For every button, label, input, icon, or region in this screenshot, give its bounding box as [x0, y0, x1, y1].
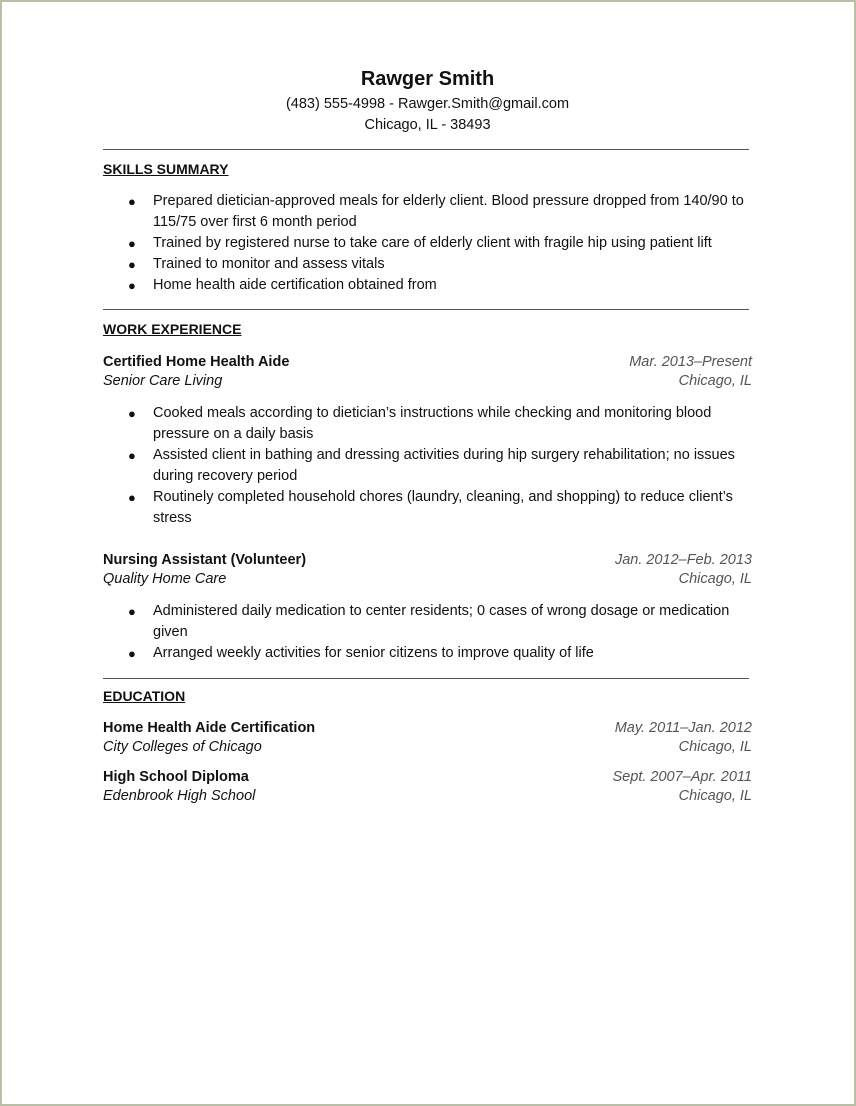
skill-text: Trained by registered nurse to take care of elderly client with fragile hip using patient lift [153, 235, 712, 251]
list-item [103, 233, 753, 254]
list-item [103, 254, 753, 275]
job-bullet-text: Arranged weekly activities for senior citizens to improve quality of life [153, 645, 594, 661]
education-dates: Sept. 2007–Apr. 2011 [612, 769, 752, 785]
list-item [103, 643, 753, 664]
education-location: Chicago, IL [678, 788, 752, 804]
job-location: Chicago, IL [678, 373, 752, 389]
bullet-icon: ● [128, 448, 136, 463]
job-organization: Quality Home Care [103, 571, 227, 587]
bullet-icon: ● [128, 646, 136, 661]
education-entry [103, 718, 752, 758]
job-bullets [103, 403, 752, 529]
job-bullet-text: Routinely completed household chores (laundry, cleaning, and shopping) to reduce client’s stress [153, 489, 733, 526]
divider [103, 309, 749, 310]
divider [103, 149, 749, 150]
job-entry [103, 550, 752, 590]
job-title: Certified Home Health Aide [103, 354, 290, 370]
job-entry [103, 352, 752, 392]
job-bullets [103, 601, 752, 664]
divider [103, 678, 749, 679]
job-location: Chicago, IL [678, 571, 752, 587]
skills-list [103, 191, 752, 296]
contact-line: (483) 555-4998 - Rawger.Smith@gmail.com [285, 96, 570, 112]
education-institution: Edenbrook High School [103, 788, 256, 804]
address-line: Chicago, IL - 38493 [364, 117, 491, 133]
education-dates: May. 2011–Jan. 2012 [614, 720, 752, 736]
skills-heading: SKILLS SUMMARY [103, 161, 229, 177]
job-dates: Jan. 2012–Feb. 2013 [614, 552, 752, 568]
list-item [103, 403, 753, 445]
bullet-icon: ● [128, 406, 136, 421]
list-item [103, 445, 753, 487]
bullet-icon: ● [128, 490, 136, 505]
experience-heading: WORK EXPERIENCE [103, 321, 242, 337]
skill-text: Trained to monitor and assess vitals [153, 256, 385, 272]
education-heading: EDUCATION [103, 688, 186, 704]
list-item [103, 191, 753, 233]
list-item [103, 487, 753, 529]
bullet-icon: ● [128, 194, 136, 209]
education-title: Home Health Aide Certification [103, 720, 316, 736]
education-entry [103, 767, 752, 807]
job-organization: Senior Care Living [103, 373, 223, 389]
job-title: Nursing Assistant (Volunteer) [103, 552, 307, 568]
list-item [103, 601, 753, 643]
job-bullet-text: Assisted client in bathing and dressing activities during hip surgery rehabilitation; no issues during recovery period [153, 447, 735, 484]
job-bullet-text: Administered daily medication to center residents; 0 cases of wrong dosage or medication given [153, 603, 730, 640]
education-title: High School Diploma [103, 769, 249, 785]
skill-text: Home health aide certification obtained from [153, 277, 437, 293]
job-dates: Mar. 2013–Present [629, 354, 752, 370]
skill-text: Prepared dietician-approved meals for elderly client. Blood pressure dropped from 140/90 to 115/75 over first 6 month period [153, 193, 744, 230]
education-location: Chicago, IL [678, 739, 752, 755]
list-item [103, 275, 753, 296]
bullet-icon: ● [128, 604, 136, 619]
bullet-icon: ● [128, 278, 136, 293]
candidate-name: Rawger Smith [360, 68, 495, 90]
job-bullet-text: Cooked meals according to dietician’s instructions while checking and monitoring blood pressure on a daily basis [153, 405, 712, 442]
bullet-icon: ● [128, 257, 136, 272]
education-institution: City Colleges of Chicago [103, 739, 262, 755]
bullet-icon: ● [128, 236, 136, 251]
